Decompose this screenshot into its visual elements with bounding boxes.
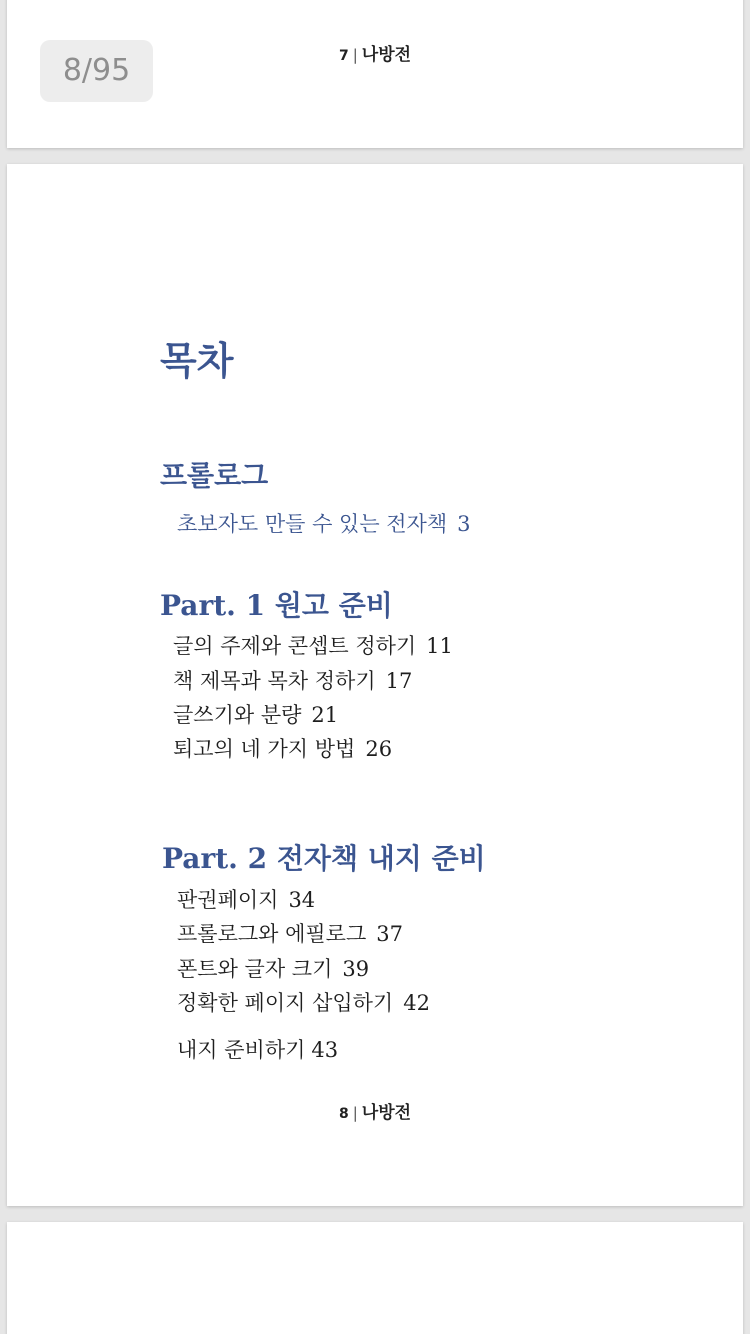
toc-entry[interactable] bbox=[177, 987, 430, 1017]
toc-title: 목차 bbox=[160, 338, 234, 383]
footer-page-number: 7 bbox=[338, 48, 349, 64]
toc-entry-page: 39 bbox=[342, 957, 370, 981]
footer-separator: | bbox=[352, 1104, 358, 1122]
footer-separator: | bbox=[352, 46, 358, 64]
toc-entry-title: 판권페이지 bbox=[177, 888, 279, 912]
toc-entry[interactable] bbox=[177, 508, 471, 538]
toc-entry-title: 퇴고의 네 가지 방법 bbox=[173, 737, 356, 761]
toc-entry-title: 프롤로그와 에필로그 bbox=[177, 922, 367, 946]
section-heading-prologue: 프롤로그 bbox=[160, 459, 269, 492]
toc-entry[interactable] bbox=[173, 733, 392, 763]
toc-entry-page: 17 bbox=[385, 669, 413, 693]
footer-title: 나방전 bbox=[361, 45, 412, 65]
section-heading-part1: Part. 1 원고 준비 bbox=[160, 589, 393, 622]
next-page[interactable] bbox=[7, 1222, 743, 1334]
toc-entry-page: 21 bbox=[311, 703, 339, 727]
toc-entry-page: 37 bbox=[376, 922, 403, 946]
toc-entry[interactable] bbox=[177, 884, 315, 914]
toc-entry-title: 초보자도 만들 수 있는 전자책 bbox=[177, 512, 448, 536]
footer-page-number: 8 bbox=[338, 1106, 349, 1122]
toc-entry[interactable] bbox=[173, 630, 453, 660]
toc-entry[interactable] bbox=[173, 699, 338, 729]
toc-entry[interactable] bbox=[173, 665, 412, 695]
toc-entry-title: 글쓰기와 분량 bbox=[173, 703, 302, 727]
current-page[interactable] bbox=[7, 164, 743, 1206]
toc-entry-page: 34 bbox=[288, 888, 316, 912]
toc-entry-title: 글의 주제와 콘셉트 정하기 bbox=[173, 634, 417, 658]
section-heading-part2: Part. 2 전자책 내지 준비 bbox=[162, 842, 486, 875]
toc-entry-page: 43 bbox=[311, 1038, 339, 1062]
toc-entry-page: 3 bbox=[457, 512, 471, 536]
toc-entry-page: 11 bbox=[426, 634, 453, 658]
toc-entry[interactable] bbox=[177, 953, 369, 983]
toc-entry-page: 26 bbox=[365, 737, 393, 761]
toc-entry-page: 42 bbox=[403, 991, 430, 1015]
footer-title: 나방전 bbox=[361, 1103, 412, 1123]
toc-entry[interactable] bbox=[177, 918, 403, 948]
page-indicator: 8/95 bbox=[40, 40, 153, 102]
toc-entry-title: 정확한 페이지 삽입하기 bbox=[177, 991, 394, 1015]
toc-entry-title: 내지 준비하기 bbox=[177, 1038, 306, 1062]
toc-entry[interactable] bbox=[177, 1034, 338, 1064]
toc-entry-title: 폰트와 글자 크기 bbox=[177, 957, 333, 981]
page-footer bbox=[7, 1098, 743, 1123]
toc-entry-title: 책 제목과 목차 정하기 bbox=[173, 669, 376, 693]
